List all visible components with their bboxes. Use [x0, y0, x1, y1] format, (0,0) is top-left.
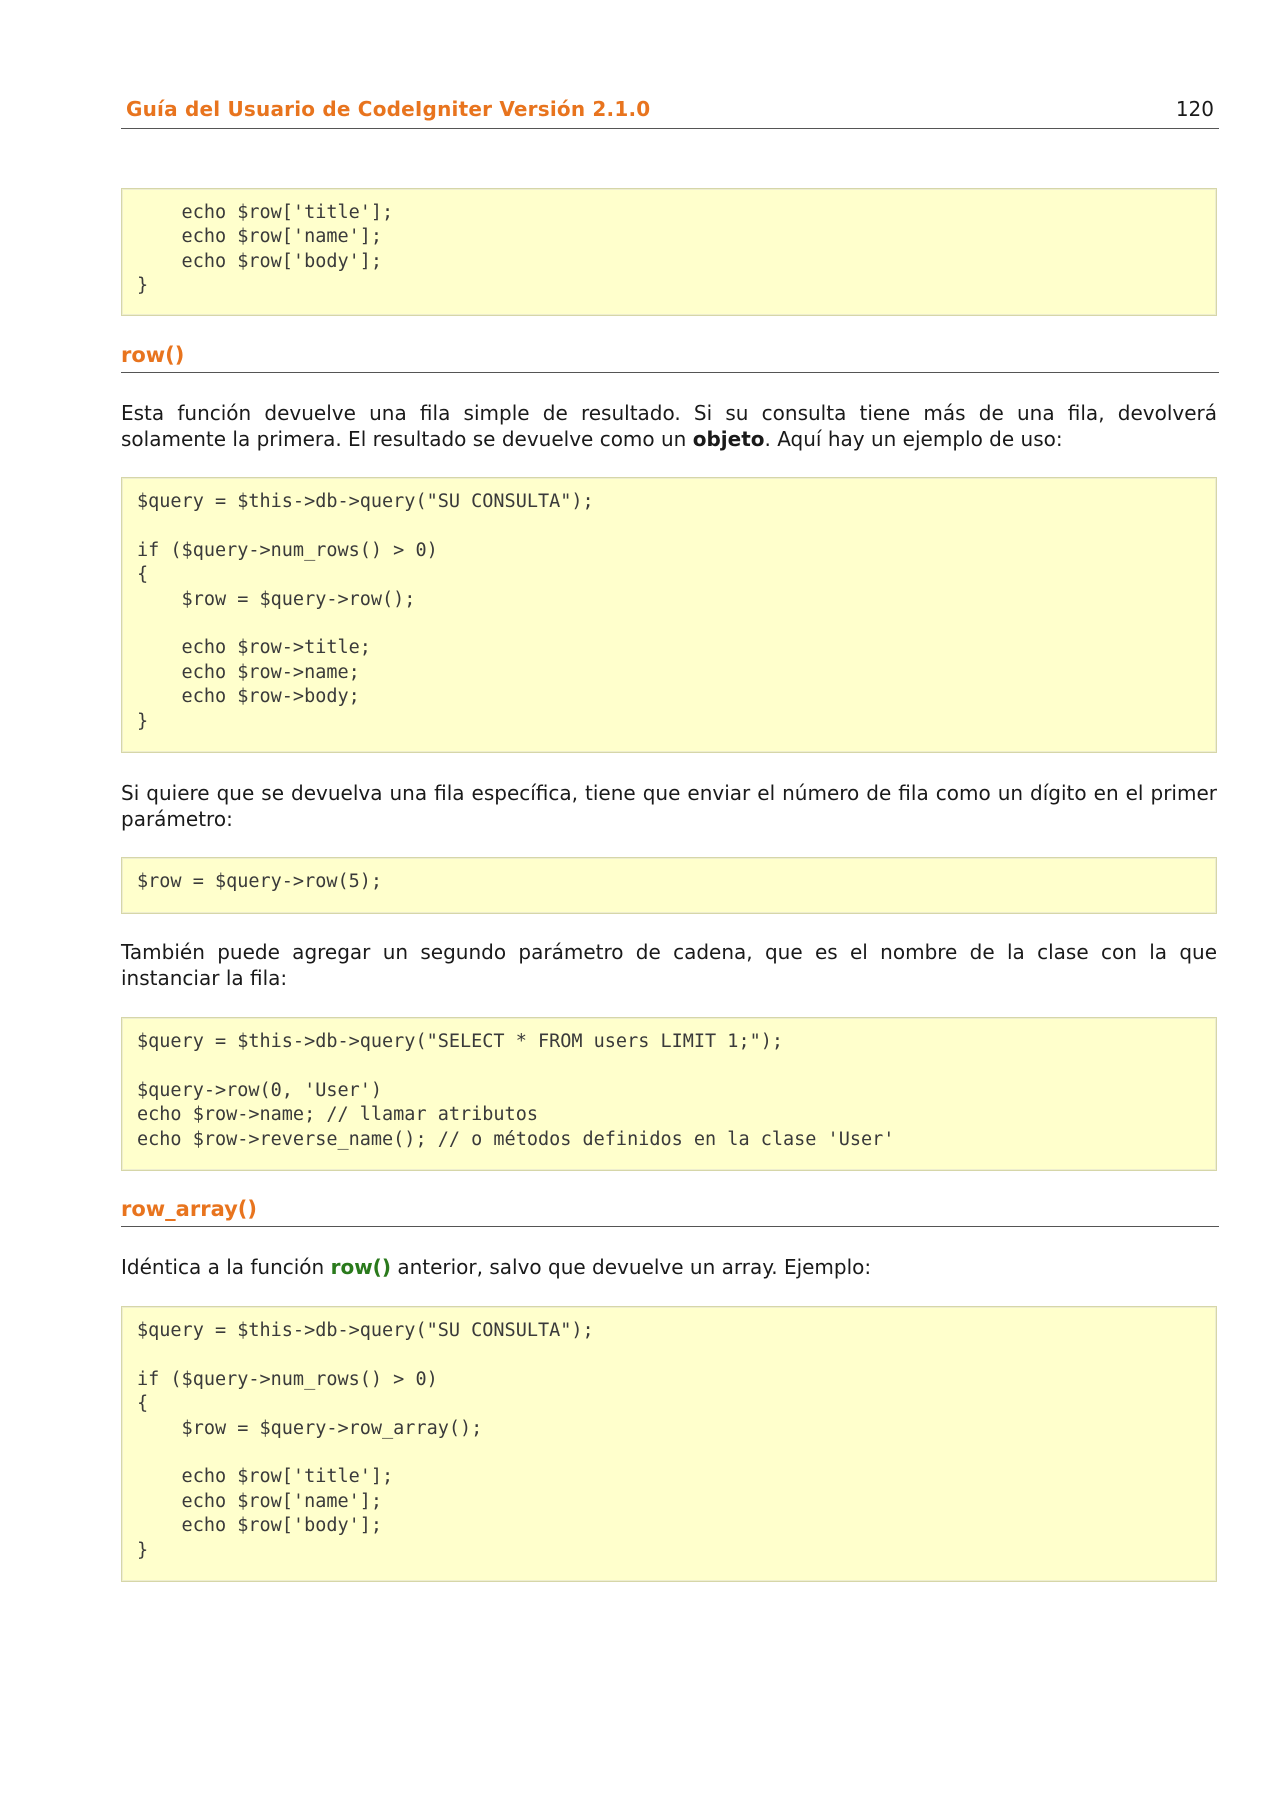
paragraph-text: . Aquí hay un ejemplo de uso: [764, 427, 1063, 451]
section-heading-row-array-label: row_array() [121, 1197, 257, 1221]
paragraph-text: anterior, salvo que devuelve un array. Ejemplo: [390, 1255, 872, 1279]
paragraph-row-array-description [121, 1254, 1217, 1280]
page-number: 120 [1175, 97, 1214, 121]
paragraph-text: Esta función devuelve una fila simple de resultado. Si su consulta tiene más de una fila, devolverá solamente la primera. El resultado se devuelve como un [121, 401, 1217, 451]
code-block-row-array-example: $query = $this->db->query("SU CONSULTA"); if ($query->num_rows() > 0) { $row = $query->row_array(); echo $row['title']; echo $row['name']; echo $row['body']; } [121, 1306, 1217, 1582]
section-heading-row-label: row() [121, 343, 185, 367]
paragraph-text: Idéntica a la función [121, 1255, 331, 1279]
code-block-row-number: $row = $query->row(5); [121, 857, 1217, 914]
document-title: Guía del Usuario de CodeIgniter Versión 2.1.0 [126, 97, 651, 121]
page-header [121, 95, 1219, 129]
section-heading-row-array [121, 1197, 1219, 1227]
code-block-continued: echo $row['title']; echo $row['name']; echo $row['body']; } [121, 188, 1217, 316]
code-block-row-class: $query = $this->db->query("SELECT * FROM users LIMIT 1;"); $query->row(0, 'User') echo $row->name; // llamar atributos echo $row->reverse_name(); // o métodos definidos en la clase 'User' [121, 1017, 1217, 1171]
section-heading-row [121, 343, 1219, 373]
paragraph-row-description [121, 400, 1217, 452]
paragraph-specific-row: Si quiere que se devuelva una fila específica, tiene que enviar el número de fila como un dígito en el primer parámetro: [121, 781, 1217, 831]
paragraph-class-param: También puede agregar un segundo parámetro de cadena, que es el nombre de la clase con la que instanciar la fila: [121, 940, 1217, 990]
emphasis-text: objeto [692, 427, 765, 451]
code-block-row-example: $query = $this->db->query("SU CONSULTA"); if ($query->num_rows() > 0) { $row = $query->row(); echo $row->title; echo $row->name; echo $row->body; } [121, 477, 1217, 753]
function-link[interactable]: row() [330, 1255, 391, 1279]
